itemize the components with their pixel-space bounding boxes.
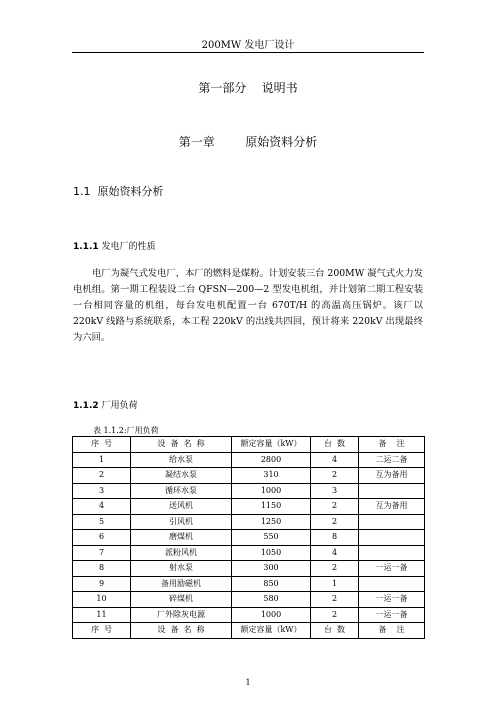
table-cell: 4 [311,545,359,561]
header-divider [72,52,424,53]
table-cell: 11 [73,607,131,623]
table-cell: 二运二备 [359,452,425,468]
table-row [73,561,425,577]
table-row [73,514,425,530]
section-heading: 1.1 原始资料分析 [73,185,164,198]
body-paragraph: 电厂为凝气式发电厂，本厂的燃料是煤粉。计划安装三台 200MW 凝气式火力发电机组。第一期工程装设二台 QFSN—200—2 型发电机组，并计划第二期工程安装一台相同容量的机组，每台发电机配置一台 670T/H 的高温高压锅炉。该厂以 220kV 线路与系统联系，本工程 220kV 的出线共四回，预计将来 220kV 出现最终为六回。 [73,268,423,343]
header-cell: 序 号 [73,437,131,453]
table-cell: 碎煤机 [131,592,232,608]
table-cell: 8 [73,561,131,577]
table-cell: 一运一备 [359,592,425,608]
table-cell: 1050 [232,545,311,561]
table-cell: 850 [232,576,311,592]
header-cell: 设 备 名 称 [131,623,232,639]
table-row [73,576,425,592]
subsection-heading-1 [73,239,156,252]
table-cell: 300 [232,561,311,577]
table-cell: 引风机 [131,514,232,530]
table-cell: 2 [311,499,359,515]
table-cell: 1250 [232,514,311,530]
table-row [73,499,425,515]
table-cell: 10 [73,592,131,608]
header-cell: 序 号 [73,623,131,639]
load-table [72,436,425,639]
table-cell: 3 [73,483,131,499]
table-cell: 派粉风机 [131,545,232,561]
header-cell: 额定容量（kW） [232,437,311,453]
header-cell: 额定容量（kW） [232,623,311,639]
table-cell: 2 [311,607,359,623]
table-cell: 2 [311,514,359,530]
table-cell: 2 [311,468,359,484]
table-cell [359,576,425,592]
table-cell: 厂外除灰电源 [131,607,232,623]
table-cell: 凝结水泵 [131,468,232,484]
header-cell: 台 数 [311,437,359,453]
table-cell: 2 [311,592,359,608]
table-cell: 循环水泵 [131,483,232,499]
table-cell: 8 [311,530,359,546]
table-cell: 4 [311,452,359,468]
page-number: 1 [245,678,251,687]
chapter-title: 第一章 原始资料分析 [178,135,318,149]
table-cell: 2800 [232,452,311,468]
table-header-row-repeat [73,623,425,639]
table-cell: 给水泵 [131,452,232,468]
table-cell [359,514,425,530]
header-cell: 备 注 [359,623,425,639]
table-cell: 550 [232,530,311,546]
table-cell [359,483,425,499]
header-cell: 备 注 [359,437,425,453]
running-header-title: 200MW 发电厂设计 [201,40,295,51]
table-cell: 射水泵 [131,561,232,577]
table-cell: 5 [73,514,131,530]
subsection-title: 发电厂的性质 [101,242,156,252]
table-cell: 1000 [232,483,311,499]
table-cell: 3 [311,483,359,499]
table-caption: 表 1.1.2:厂用负荷 [93,426,159,435]
table-cell: 1150 [232,499,311,515]
table-cell: 磨煤机 [131,530,232,546]
subsection-title: 厂用负荷 [101,401,138,411]
table-cell: 2 [73,468,131,484]
table-cell: 一运一备 [359,561,425,577]
table-row [73,545,425,561]
header-cell: 台 数 [311,623,359,639]
subsection-heading-2 [73,398,138,411]
table-cell [359,530,425,546]
table-cell: 1 [73,452,131,468]
table-header-row [73,437,425,453]
table-row [73,530,425,546]
table-cell: 9 [73,576,131,592]
table-cell: 580 [232,592,311,608]
table-cell: 备用励磁机 [131,576,232,592]
table-cell [359,545,425,561]
table-cell: 一运一备 [359,607,425,623]
table-cell: 4 [73,499,131,515]
table-cell: 6 [73,530,131,546]
table-cell: 1000 [232,607,311,623]
subsection-number: 1.1.1 [73,242,99,252]
table-cell: 互为备用 [359,499,425,515]
table-cell: 310 [232,468,311,484]
table-cell: 送风机 [131,499,232,515]
table-cell: 互为备用 [359,468,425,484]
table-cell: 2 [311,561,359,577]
table-row [73,468,425,484]
table-row [73,452,425,468]
table-cell: 7 [73,545,131,561]
table-row [73,483,425,499]
part-title: 第一部分 说明书 [198,81,298,95]
header-cell: 设 备 名 称 [131,437,232,453]
table-row [73,592,425,608]
table-row [73,607,425,623]
table-cell: 1 [311,576,359,592]
subsection-number: 1.1.2 [73,401,99,411]
